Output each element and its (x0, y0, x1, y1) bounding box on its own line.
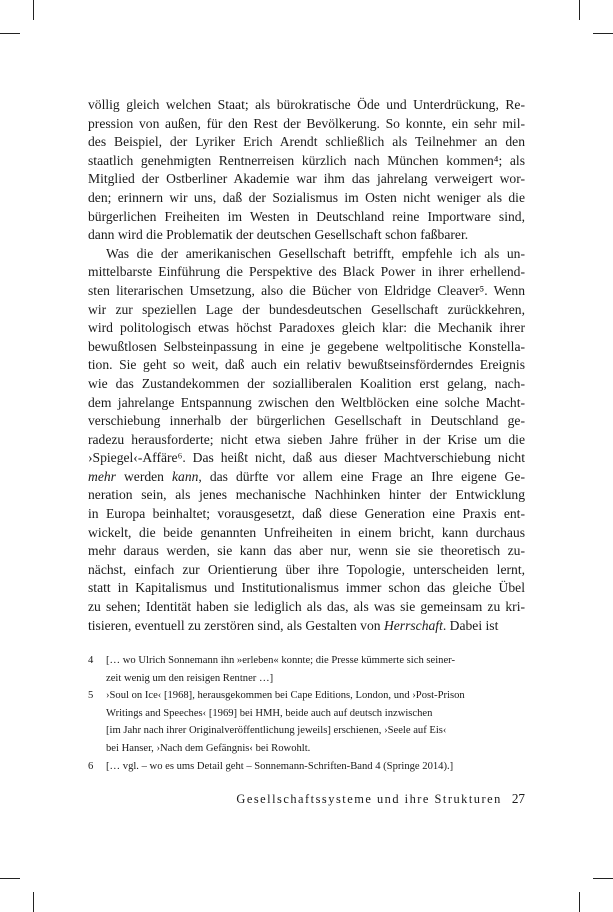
body-line-segment: tisieren, eventuell zu zerstören sind, als Gestalten von (88, 617, 384, 633)
footnote-line: ›Soul on Ice‹ [1968], herausgekommen bei Cape Editions, London, und ›Post-Prison (106, 690, 465, 702)
body-line (88, 617, 525, 636)
body-line: bewußtlosen Selbsteinpassung in eine je gegebene weltpolitische Konstella- (88, 338, 525, 354)
crop-mark-bottom-left-vertical (33, 892, 34, 912)
body-line: in Europa beinhaltet; vorausgesetzt, daß diese Generation eine Praxis ent- (88, 506, 525, 522)
body-line: nächst, einfach zur Orientierung über ihre Topologie, unterscheiden lernt, (88, 561, 525, 577)
footnote-number: 6 (88, 760, 94, 772)
body-line-segment: , das dürfte vor allem eine Frage an Ihre eigene Ge- (198, 468, 525, 484)
emphasis-text: Herrschaft (383, 617, 443, 633)
footnote-number: 5 (88, 690, 94, 702)
body-line: pression von außen, für den Rest der Bevölkerung. So konnte, ein sehr mil- (88, 115, 525, 131)
emphasis-text: mehr (88, 468, 116, 484)
crop-mark-bottom-right-vertical (579, 892, 580, 912)
body-line-segment: . Dabei ist (442, 617, 499, 633)
crop-mark-top-left-vertical (33, 0, 34, 20)
crop-mark-bottom-right-horizontal (593, 878, 613, 879)
emphasis-text: kann (171, 468, 199, 484)
footnote-line: [im Jahr nach ihrer Originalveröffentlichung jeweils] erschienen, ›Seele auf Eis‹ (106, 725, 447, 737)
body-line: staatlich genehmigten Rentnerreisen kürzlich nach München kommen⁴; als (88, 152, 525, 168)
body-text (88, 96, 525, 635)
body-line: ›Spiegel‹-Affäre⁶. Das heißt nicht, daß aus dieser Machtverschiebung nicht (88, 450, 525, 466)
body-line: tion. Sie geht so weit, daß auch ein relativ bewußtseinsförderndes Ereignis (88, 357, 525, 373)
footnote-line: [… vgl. – wo es ums Detail geht – Sonnemann-Schriften-Band 4 (Springe 2014).] (106, 760, 454, 772)
body-line: dem jahrelange Entspannung zwischen den Weltblöcken eine solche Macht- (88, 394, 525, 410)
body-line: Was die der amerikanischen Gesellschaft betrifft, empfehle ich als un- (106, 245, 525, 261)
body-line: bürgerlichen Freiheiten im Westen in Deutschland reine Importware sind, (88, 208, 525, 224)
footnote (88, 758, 525, 776)
footnote (88, 687, 525, 757)
footnote-line: zeit wenig um den reisigen Rentner …] (106, 672, 274, 684)
footnotes (88, 652, 525, 775)
crop-mark-top-right-vertical (579, 0, 580, 20)
footnote-line: [… wo Ulrich Sonnemann ihn »erleben« konnte; die Presse kümmerte sich seiner- (106, 655, 455, 666)
body-line: mittelbarste Einführung die Perspektive des Black Power in ihrer erhellend- (88, 264, 525, 280)
body-line: den; erinnern wir uns, daß der Sozialismus im Osten nicht weniger als die (88, 189, 525, 205)
footnote (88, 652, 525, 687)
body-line: wird politologisch etwas höchst Paradoxes gleich klar: die Mechanik ihrer (88, 320, 525, 336)
body-line-segment: werden (115, 468, 172, 484)
body-line: neration sein, als jenes mechanische Nachhinken hinter der Entwicklung (88, 487, 525, 503)
body-line: des Beispiel, der Lyriker Erich Arendt schließlich als Teilnehmer an den (88, 134, 525, 150)
body-line: Mitglied der Ostberliner Akademie war ihm das jahrelang verweigert wor- (88, 171, 525, 187)
footnote-line: bei Hanser, ›Nach dem Gefängnis‹ bei Rowohlt. (106, 742, 311, 754)
page-number: 27 (511, 791, 525, 806)
body-line: zu sehen; Identität haben sie lediglich als das, als was sie gemeinsam zu kri- (88, 599, 525, 615)
footnote-line: Writings and Speeches‹ [1969] bei HMH, beide auch auf deutsch inzwischen (106, 707, 433, 719)
body-line: wir zur speziellen Lage der bundesdeutschen Gesellschaft zurückkehren, (88, 301, 525, 317)
body-line: völlig gleich welchen Staat; als bürokratische Öde und Unterdrückung, Re- (88, 97, 525, 112)
body-line: dann wird die Problematik der deutschen Gesellschaft schon faßbarer. (88, 227, 469, 243)
body-line: sten literarischen Umsetzung, also die Bücher von Eldridge Cleaver⁵. Wenn (88, 282, 525, 298)
body-line (88, 468, 525, 487)
running-footer (88, 791, 525, 807)
crop-mark-bottom-left-horizontal (0, 878, 20, 879)
body-line: wie das Zustandekommen der sozialliberalen Koalition erst gelang, nach- (88, 375, 525, 391)
crop-mark-top-left-horizontal (0, 33, 20, 34)
body-line: statt in Kapitalismus und Institutionalismus immer schon das gleiche Übel (88, 580, 525, 596)
body-line: mehr daraus werden, sie kann das aber nur, wenn sie sie theoretisch zu- (88, 543, 525, 559)
body-line: wickelt, die beide genannten Unfreiheiten in einem bricht, kann durchaus (88, 524, 525, 540)
body-line: verschiebung innerhalb der bürgerlichen Gesellschaft in Deutschland ge- (88, 413, 525, 429)
crop-mark-top-right-horizontal (593, 33, 613, 34)
running-title: Gesellschaftssysteme und ihre Strukturen (236, 792, 502, 806)
body-line: radezu herausforderte; nicht etwa sieben Jahre früher in der Krise um die (88, 431, 525, 447)
footnote-number: 4 (88, 655, 94, 666)
